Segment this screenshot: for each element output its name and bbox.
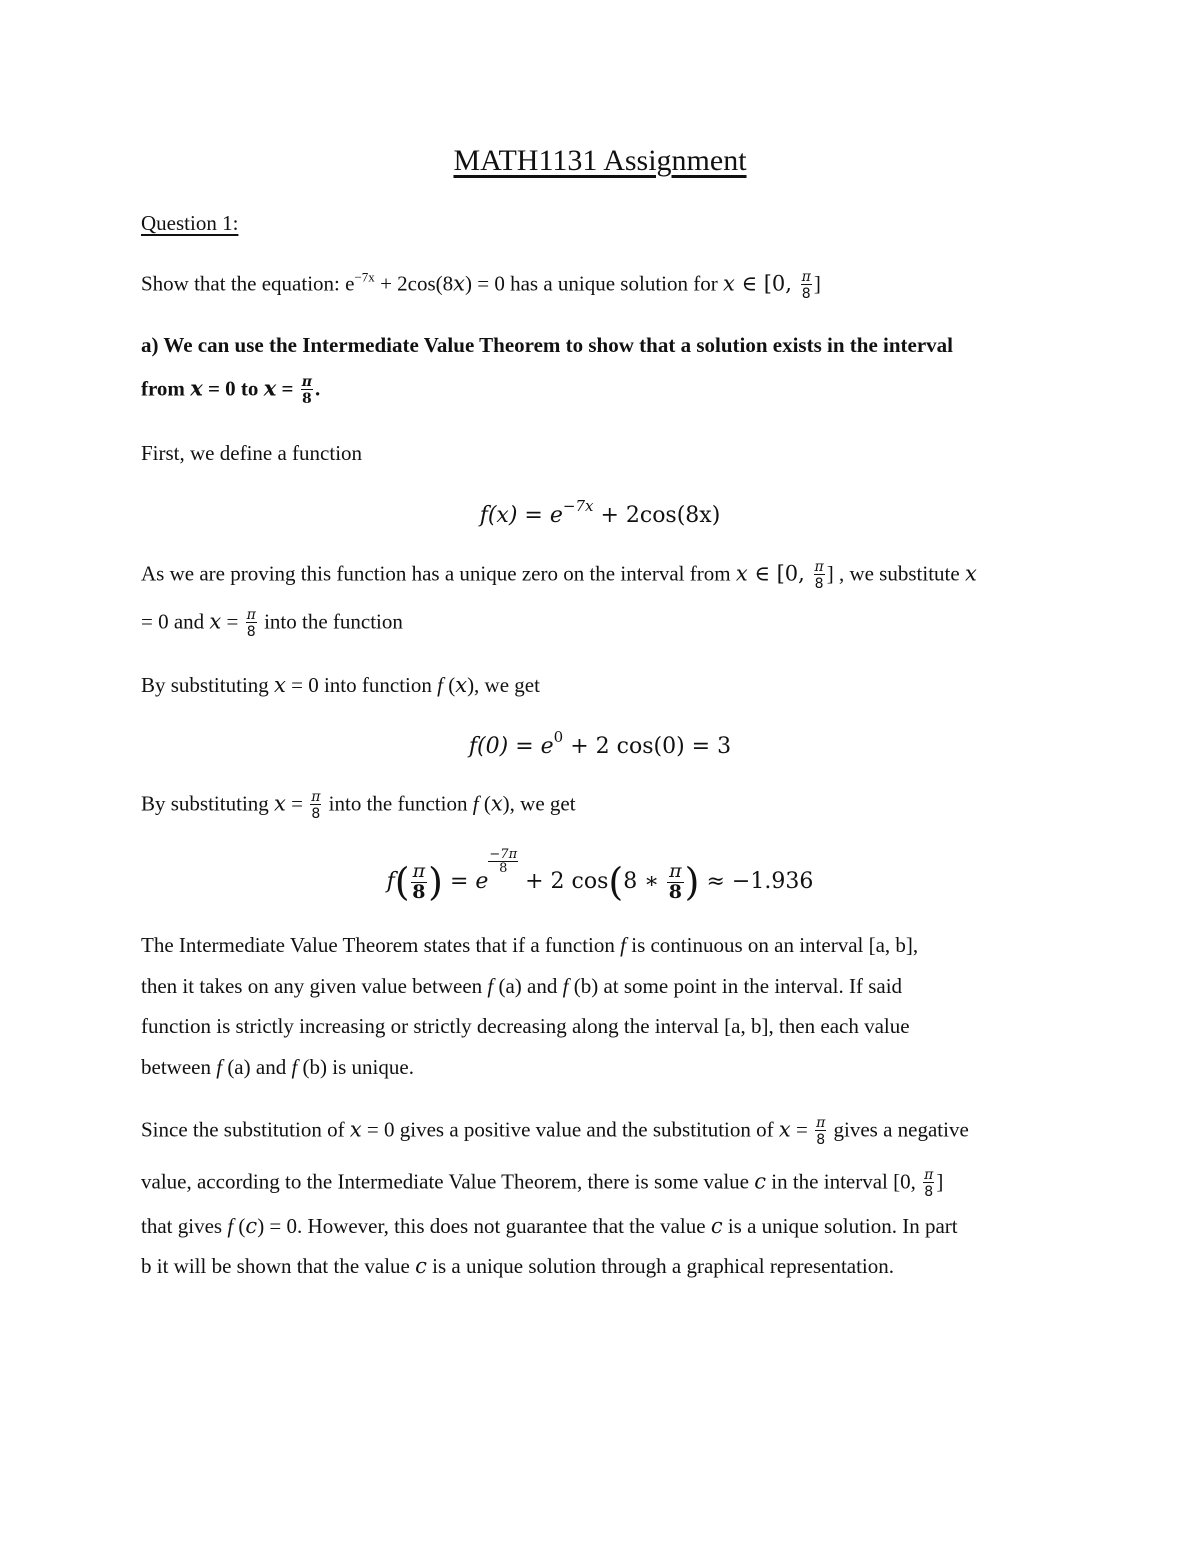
equation-result: ≈ −1.936 <box>699 869 814 894</box>
fraction-denominator: 8 <box>668 880 683 903</box>
fraction-numerator: π <box>816 1115 826 1131</box>
since-text-7: ) = 0. However, this does not guarantee that the value <box>257 1214 711 1238</box>
fraction-numerator: π <box>801 269 811 285</box>
prove-fraction <box>814 560 825 591</box>
fraction-denominator: 8 <box>801 286 811 302</box>
fraction-numerator: π <box>311 789 321 805</box>
ivt-function-4: f <box>216 1055 223 1079</box>
part-a-line-2 <box>141 375 320 406</box>
subpi-fraction <box>310 790 321 821</box>
fraction-denominator: 8 <box>246 624 256 640</box>
since-text-8: is a unique solution. In part <box>722 1214 958 1238</box>
since-function: f <box>227 1214 234 1238</box>
equation-f-zero <box>0 730 1200 758</box>
q1-interval: ∈ [0, <box>734 271 799 296</box>
fraction-denominator: 8 <box>412 880 426 903</box>
part-a-equals: = <box>276 376 299 401</box>
prove-fraction-2 <box>246 608 257 639</box>
sub0-text: By substituting <box>141 673 275 697</box>
subpi-function: f <box>472 791 479 816</box>
subpi-variable: x <box>274 791 286 816</box>
q1-text-mid: + 2cos(8 <box>374 271 454 296</box>
part-a-text-mid: = 0 to <box>202 376 264 401</box>
substitute-pi-text <box>141 790 576 821</box>
since-variable-2: x <box>778 1117 791 1142</box>
fraction-denominator: 8 <box>816 1132 826 1148</box>
ivt-line-4 <box>141 1057 414 1078</box>
q1-text-pre: Show that the equation: e <box>141 271 355 296</box>
prove-text: As we are proving this function has a unique zero on the interval from <box>141 561 736 586</box>
fraction-numerator: π <box>814 559 824 575</box>
since-close: ] <box>936 1169 944 1194</box>
q1-variable: x <box>453 271 465 296</box>
ivt-text: The Intermediate Value Theorem states that if a function <box>141 933 621 957</box>
document-title: MATH1131 Assignment <box>453 144 747 177</box>
equation-lhs: f(x) = <box>479 503 550 528</box>
since-text-10: is a unique solution through a graphical representation. <box>426 1254 895 1278</box>
since-text-9: b it will be shown that the value <box>141 1254 416 1278</box>
since-variable: x <box>349 1117 362 1142</box>
since-line-3 <box>141 1216 958 1237</box>
prove-equals: = <box>221 609 244 634</box>
sub0-variable: x <box>274 673 286 697</box>
question-statement <box>141 270 821 301</box>
part-a-fraction <box>301 375 313 406</box>
right-paren-2: ) <box>684 860 700 904</box>
subpi-text-mid: into the function <box>323 791 473 816</box>
equation-exponent: 0 <box>553 728 564 746</box>
equation-definition <box>0 499 1200 527</box>
sub0-variable-2: x <box>455 673 468 697</box>
equation-exponent: −7x <box>562 497 594 515</box>
prove-line-1 <box>141 560 977 591</box>
ivt-text-6: between <box>141 1055 217 1079</box>
since-fraction <box>815 1116 826 1147</box>
prove-variable: x <box>735 561 748 586</box>
ivt-text-8: (b) is unique. <box>297 1055 414 1079</box>
since-text-2: = 0 gives a positive value and the substitution of <box>361 1117 779 1142</box>
sub0-close: ), we get <box>467 673 540 697</box>
part-a-text: from <box>141 376 191 401</box>
fraction-denominator: 8 <box>311 806 321 822</box>
equation-exponent-fraction <box>488 848 518 875</box>
prove-text-close: ] , we substitute <box>826 561 965 586</box>
left-paren: ( <box>394 860 410 904</box>
fraction-numerator: π <box>924 1167 934 1183</box>
right-paren: ) <box>428 860 443 904</box>
prove-text-2: = 0 and <box>141 609 210 634</box>
sub0-function: f <box>437 673 443 697</box>
fraction-denominator: 8 <box>499 861 508 876</box>
equation-base: e <box>540 734 554 759</box>
ivt-function-5: f <box>291 1055 298 1079</box>
equation-lhs: f(0) = <box>468 734 541 759</box>
ivt-function-3: f <box>562 974 569 998</box>
since-constant-2: c <box>245 1214 258 1238</box>
question-heading: Question 1: <box>141 211 239 235</box>
equation-f-pi-over-8 <box>0 848 1200 902</box>
equation-rhs: + 2 cos(0) = 3 <box>563 734 732 759</box>
substitute-zero-text <box>141 675 540 696</box>
sub0-text-mid: = 0 into function <box>285 673 438 697</box>
since-constant-4: c <box>415 1254 427 1278</box>
left-paren-2: ( <box>608 860 624 904</box>
since-text-5: in the interval [0, <box>766 1169 922 1194</box>
q1-exponent: −7x <box>354 269 375 285</box>
since-line-4 <box>141 1256 894 1277</box>
since-text-6: that gives <box>141 1214 228 1238</box>
since-text: Since the substitution of <box>141 1117 350 1142</box>
since-paren: ( <box>233 1214 246 1238</box>
subpi-text: By substituting <box>141 791 275 816</box>
ivt-line-2 <box>141 976 902 997</box>
prove-line-2 <box>141 608 403 639</box>
since-text-3: gives a negative <box>828 1117 969 1142</box>
subpi-variable-2: x <box>490 791 503 816</box>
fraction-numerator: π <box>669 859 682 882</box>
equation-equals: = e <box>442 869 489 894</box>
prove-text-3: into the function <box>258 609 403 634</box>
equation-rhs: + 2cos(8x) <box>593 503 721 528</box>
fraction-numerator: π <box>301 374 312 390</box>
since-text-4: value, according to the Intermediate Value Theorem, there is some value <box>141 1169 755 1194</box>
since-constant: c <box>754 1169 767 1194</box>
equation-function: f <box>386 869 395 894</box>
fraction-denominator: 8 <box>924 1184 934 1200</box>
equation-plus-cos: + 2 cos <box>518 869 609 894</box>
ivt-text-4: (a) and <box>493 974 563 998</box>
ivt-text-7: (a) and <box>222 1055 292 1079</box>
equation-fraction-2 <box>667 859 684 903</box>
since-fraction-2 <box>923 1168 934 1199</box>
part-a-period: . <box>314 376 321 401</box>
prove-interval: ∈ [0, <box>747 561 812 586</box>
sub0-paren: ( <box>442 673 456 697</box>
ivt-text-5: (b) at some point in the interval. If said <box>568 974 903 998</box>
equation-multiplier: 8 ∗ <box>623 869 667 894</box>
q1-text-post: ) = 0 has a unique solution for <box>465 271 723 296</box>
prove-variable-2: x <box>964 561 977 586</box>
fraction-numerator: π <box>412 859 426 882</box>
fraction-denominator: 8 <box>814 576 824 592</box>
ivt-text-2: is continuous on an interval [a, b], <box>625 933 919 957</box>
prove-variable-3: x <box>209 609 222 634</box>
fraction-numerator: π <box>246 607 256 623</box>
q1-fraction <box>801 270 812 301</box>
ivt-text-3: then it takes on any given value between <box>141 974 488 998</box>
ivt-line-1 <box>141 935 918 956</box>
fraction-numerator: −7π <box>489 847 518 862</box>
fraction-denominator: 8 <box>301 391 312 407</box>
define-text: First, we define a function <box>141 441 363 465</box>
subpi-equals: = <box>285 791 309 816</box>
ivt-line-3: function is strictly increasing or strictly decreasing along the interval [a, b], then each value <box>141 1014 910 1038</box>
since-line-2 <box>141 1168 943 1199</box>
part-a-line-1: a) We can use the Intermediate Value Theorem to show that a solution exists in the interval <box>141 333 953 357</box>
since-line-1 <box>141 1116 969 1147</box>
subpi-paren: ( <box>478 791 491 816</box>
part-a-variable: x <box>190 375 203 401</box>
q1-variable-2: x <box>722 271 735 296</box>
since-constant-3: c <box>710 1214 723 1238</box>
equation-fraction <box>411 859 428 903</box>
equation-base: e <box>549 503 563 528</box>
part-a-variable-2: x <box>263 375 277 401</box>
q1-close: ] <box>813 271 821 296</box>
subpi-close: ), we get <box>502 791 576 816</box>
ivt-function-2: f <box>487 974 494 998</box>
ivt-function: f <box>620 933 626 957</box>
since-equals: = <box>790 1117 814 1142</box>
